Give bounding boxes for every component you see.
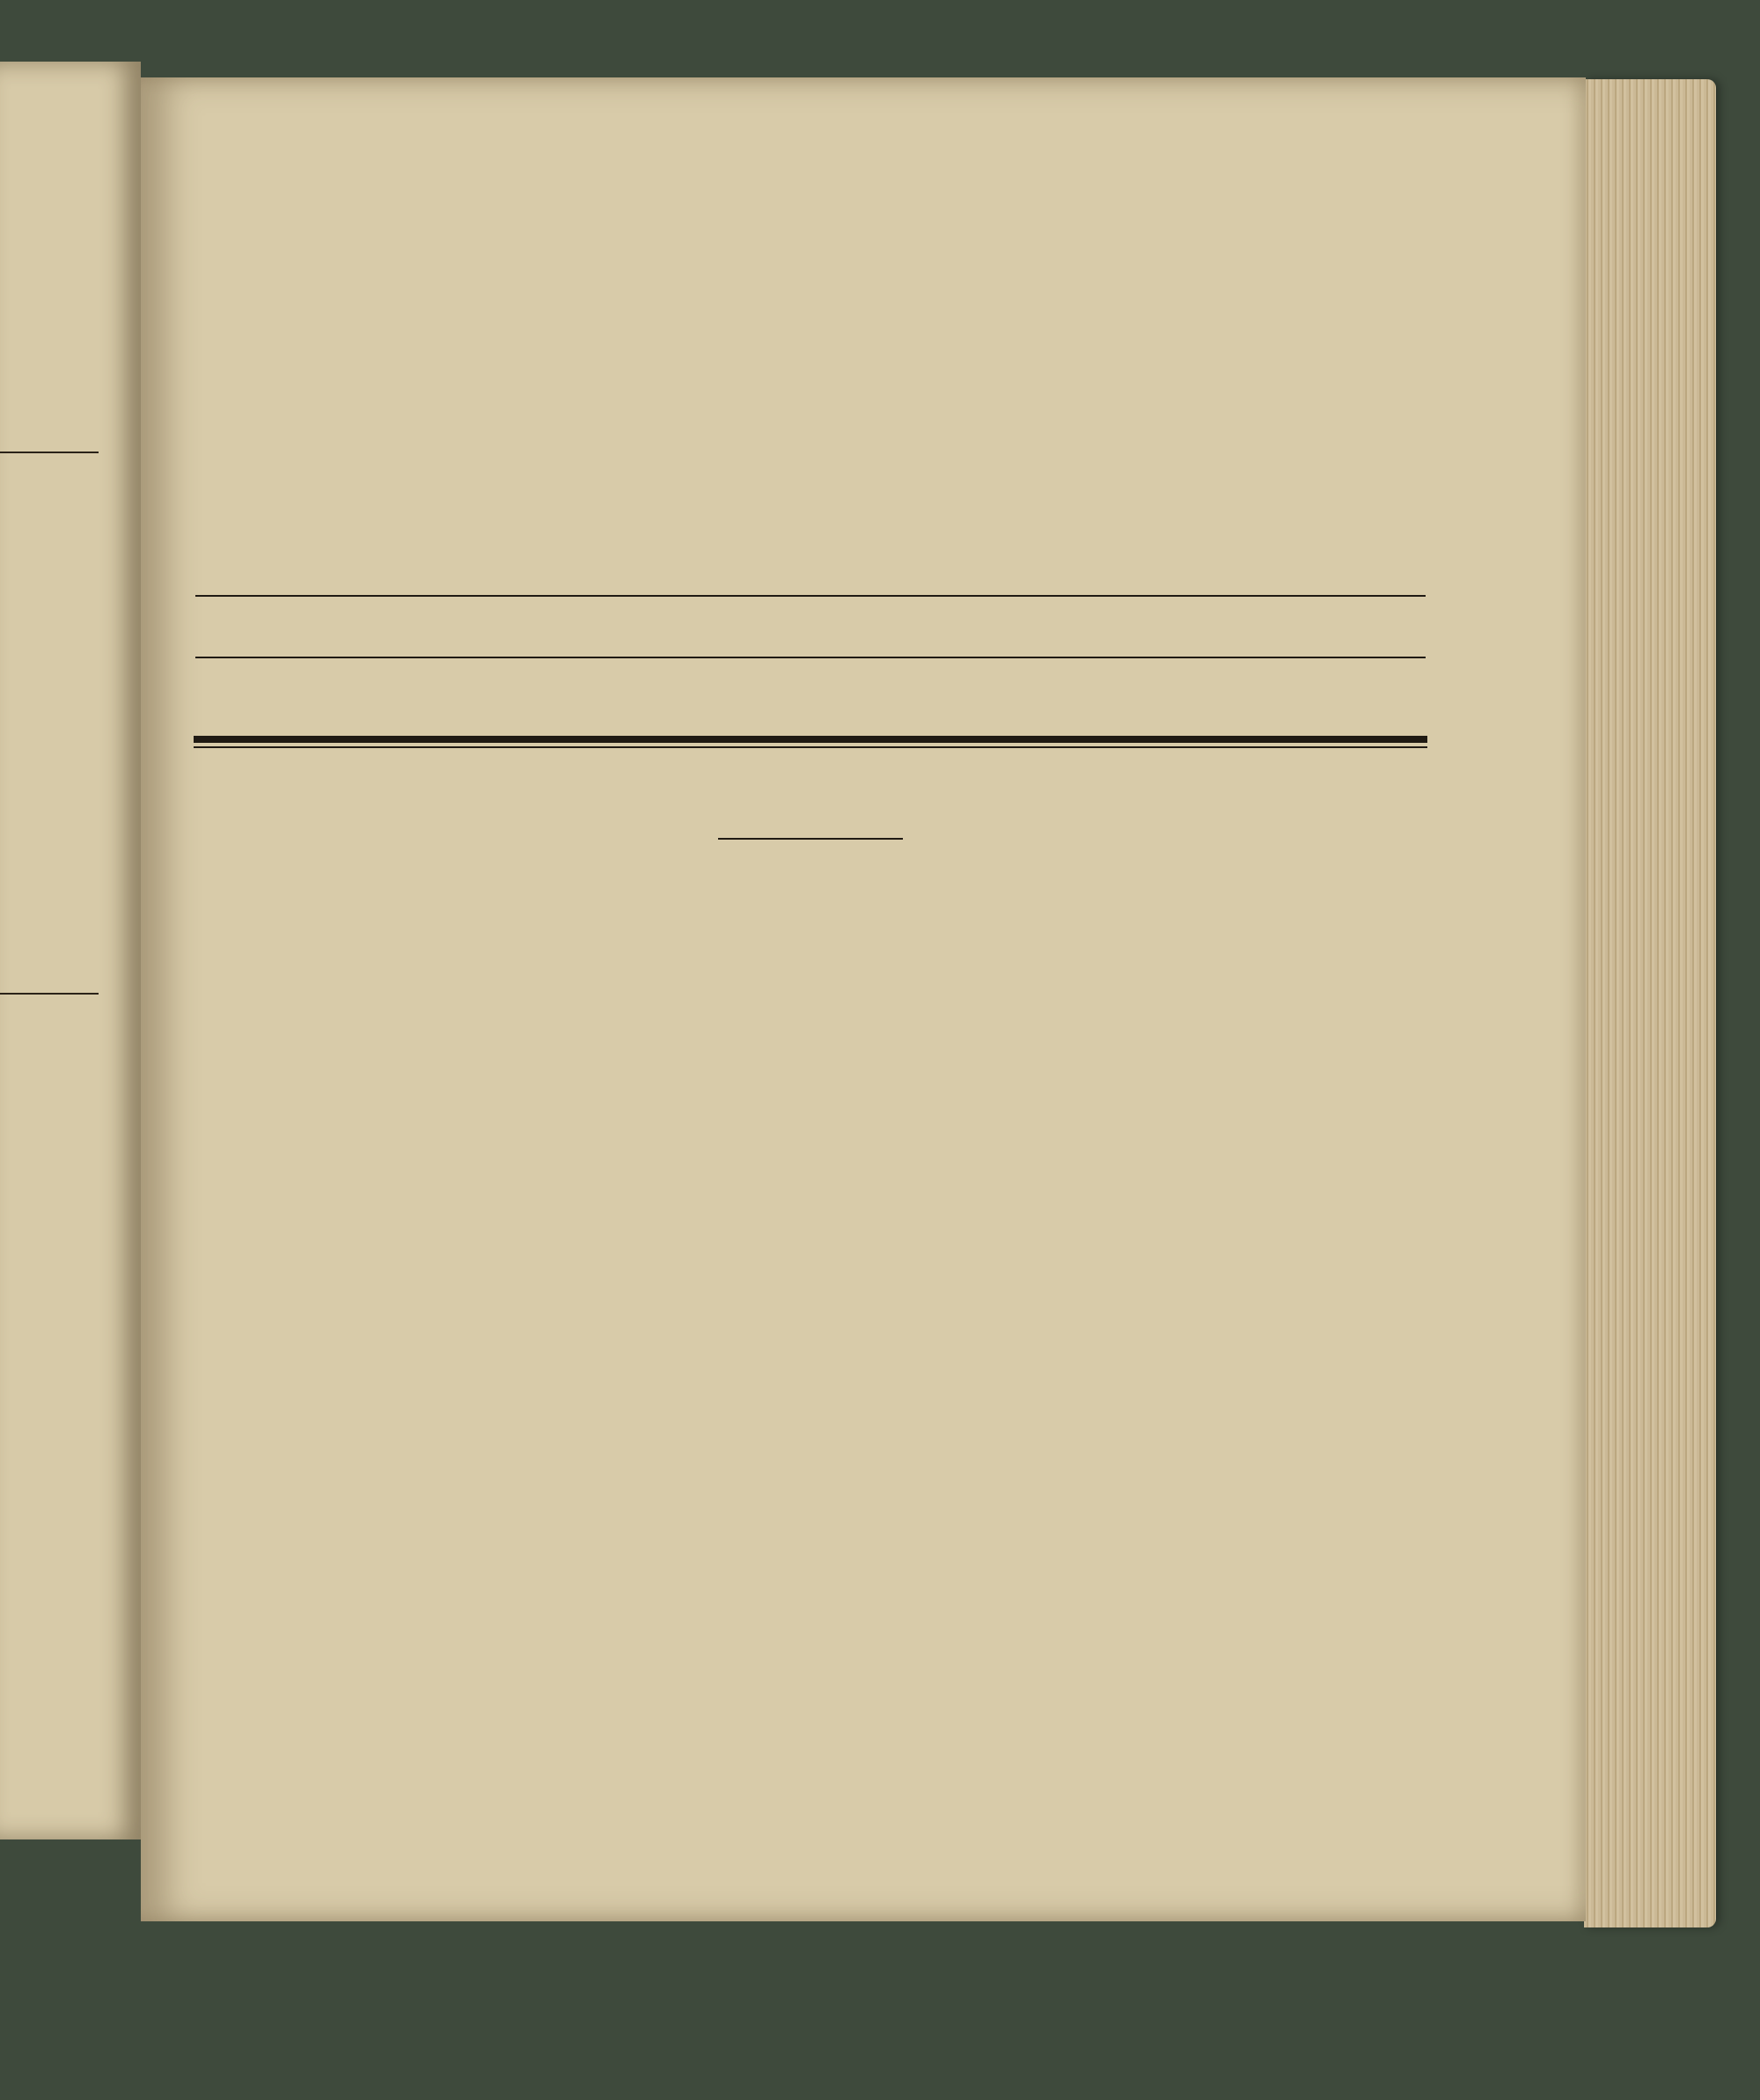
masthead-rule-thin (194, 746, 1427, 748)
newspaper-page (141, 77, 1586, 1921)
masthead-rule-top (195, 595, 1426, 597)
left-page-rule (0, 993, 99, 995)
masthead-rule-thick (194, 736, 1427, 743)
book-page-edges (1584, 79, 1716, 1927)
left-page-edge (0, 62, 141, 1839)
section-rule (718, 838, 903, 840)
masthead-rule-mid (195, 657, 1426, 658)
left-page-rule (0, 452, 99, 453)
